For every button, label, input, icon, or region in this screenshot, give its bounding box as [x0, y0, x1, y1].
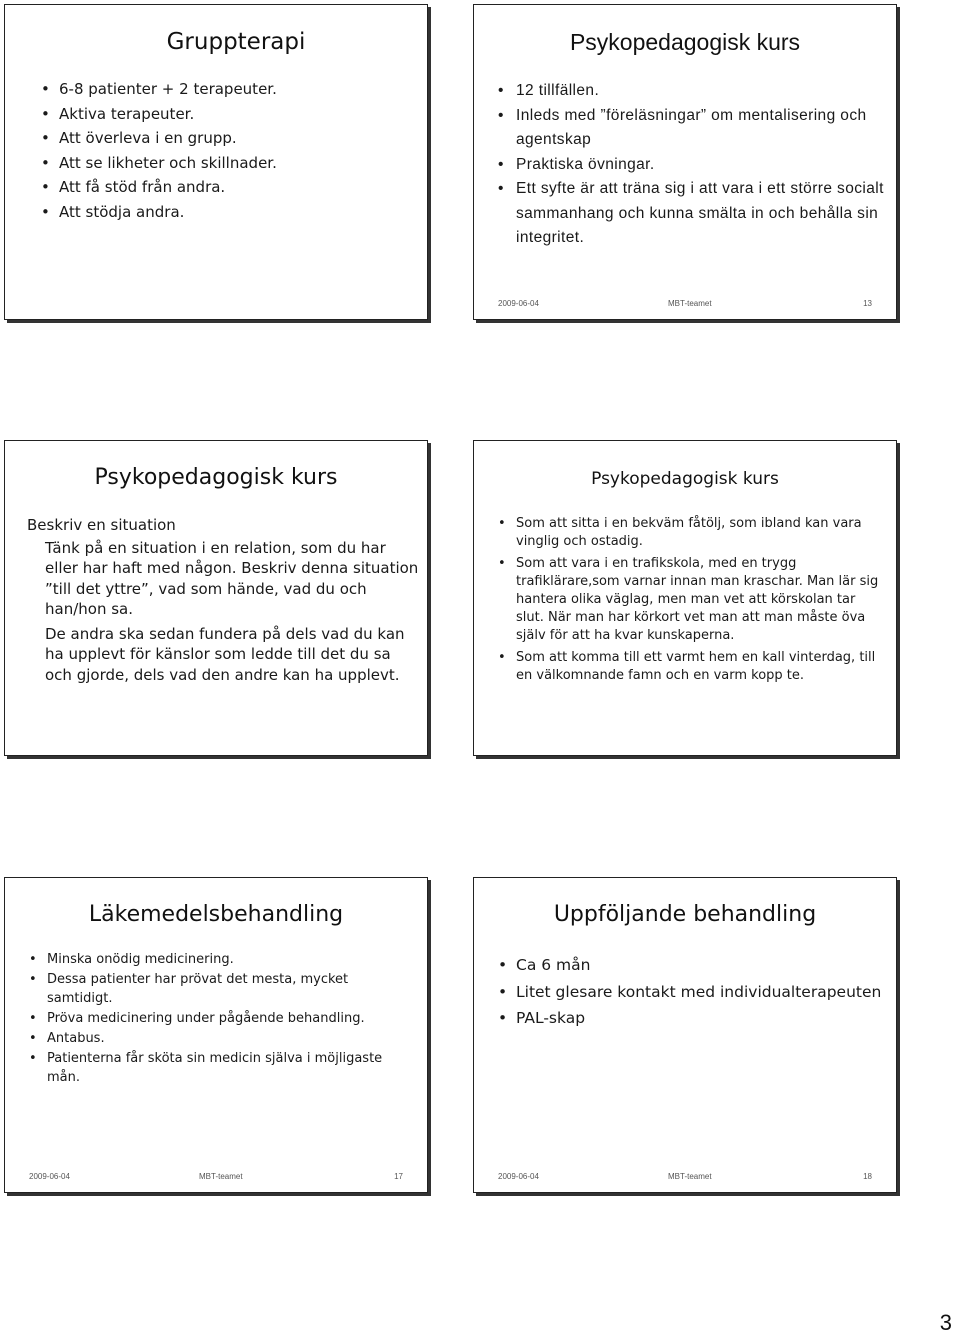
bullet-list	[27, 950, 417, 1088]
slide-title: Uppföljande behandling	[553, 902, 817, 927]
list-item: • Patienterna får sköta sin medicin själva i möjligaste mån.	[27, 1049, 417, 1087]
body-paragraph: Tänk på en situation i en relation, som du har eller har haft med någon. Beskriv denna situation ”till det yttre”, vad som hände, vad du och han/hon sa.	[45, 538, 419, 618]
list-item: • 6-8 patienter + 2 terapeuter.	[39, 77, 419, 102]
slide-uppfoljande-behandling	[473, 877, 897, 1193]
slide-title: Psykopedagogisk kurs	[591, 469, 779, 489]
footer-date: 2009-06-04	[498, 299, 539, 308]
slide-psykopedagogisk-kurs-3	[473, 440, 897, 756]
slide-footer	[29, 1172, 403, 1184]
list-item: • Ca 6 mån	[496, 954, 886, 977]
list-item: • 12 tillfällen.	[496, 79, 891, 104]
list-item: • Att överleva i en grupp.	[39, 126, 419, 151]
bullet-list	[496, 515, 886, 689]
slide-title: Läkemedelsbehandling	[88, 902, 344, 927]
slide-title: Psykopedagogisk kurs	[569, 29, 801, 55]
slide-psykopedagogisk-kurs-2	[4, 440, 428, 756]
list-item: • Ett syfte är att träna sig i att vara i ett större socialt sammanhang och kunna smälta in och behålla sin integritet.	[496, 177, 891, 251]
page-number: 3	[939, 1310, 952, 1335]
slide-title: Psykopedagogisk kurs	[94, 465, 338, 490]
list-item: • Minska onödig medicinering.	[27, 950, 417, 969]
slide-footer	[498, 1172, 872, 1184]
list-item: • Inleds med ”föreläsningar” om mentalisering och agentskap	[496, 104, 891, 153]
footer-slide-number: 17	[394, 1172, 403, 1181]
slide-title: Gruppterapi	[166, 29, 306, 55]
list-item: • PAL-skap	[496, 1007, 886, 1030]
list-item: • Pröva medicinering under pågående behandling.	[27, 1009, 417, 1028]
body-heading: Beskriv en situation	[27, 516, 176, 534]
slide-gruppterapi	[4, 4, 428, 320]
list-item: • Dessa patienter har prövat det mesta, mycket samtidigt.	[27, 970, 417, 1008]
list-item: • Litet glesare kontakt med individualterapeuten	[496, 981, 886, 1004]
bullet-list	[496, 954, 886, 1034]
slide-psykopedagogisk-kurs-1	[473, 4, 897, 320]
list-item: • Att stödja andra.	[39, 200, 419, 225]
list-item: • Som att vara i en trafikskola, med en trygg trafiklärare,som varnar innan man kraschar. Man lär sig hantera olika väglag, men man vet att körskolan tar slut. När man har körkort vet man att man måste öva själv för att ha kvar kunskaperna.	[496, 555, 886, 645]
list-item: • Antabus.	[27, 1029, 417, 1048]
footer-team: MBT-teamet	[668, 1172, 712, 1181]
slide-footer	[498, 299, 872, 311]
list-item: • Som att sitta i en bekväm fåtölj, som ibland kan vara vinglig och ostadig.	[496, 515, 886, 551]
footer-slide-number: 13	[863, 299, 872, 308]
list-item: • Praktiska övningar.	[496, 153, 891, 178]
slide-lakemedelsbehandling	[4, 877, 428, 1193]
list-item: • Som att komma till ett varmt hem en kall vinterdag, till en välkomnande famn och en varm kopp te.	[496, 649, 886, 685]
footer-team: MBT-teamet	[199, 1172, 243, 1181]
footer-date: 2009-06-04	[29, 1172, 70, 1181]
bullet-list	[496, 79, 891, 251]
footer-slide-number: 18	[863, 1172, 872, 1181]
slide-body	[27, 515, 422, 685]
footer-team: MBT-teamet	[668, 299, 712, 308]
bullet-list	[39, 77, 419, 224]
list-item: • Att få stöd från andra.	[39, 175, 419, 200]
body-paragraph: De andra ska sedan fundera på dels vad du kan ha upplevt för känslor som ledde till det du sa och gjorde, dels vad den andre kan ha upplevt.	[45, 624, 405, 684]
footer-date: 2009-06-04	[498, 1172, 539, 1181]
list-item: • Att se likheter och skillnader.	[39, 151, 419, 176]
list-item: • Aktiva terapeuter.	[39, 102, 419, 127]
